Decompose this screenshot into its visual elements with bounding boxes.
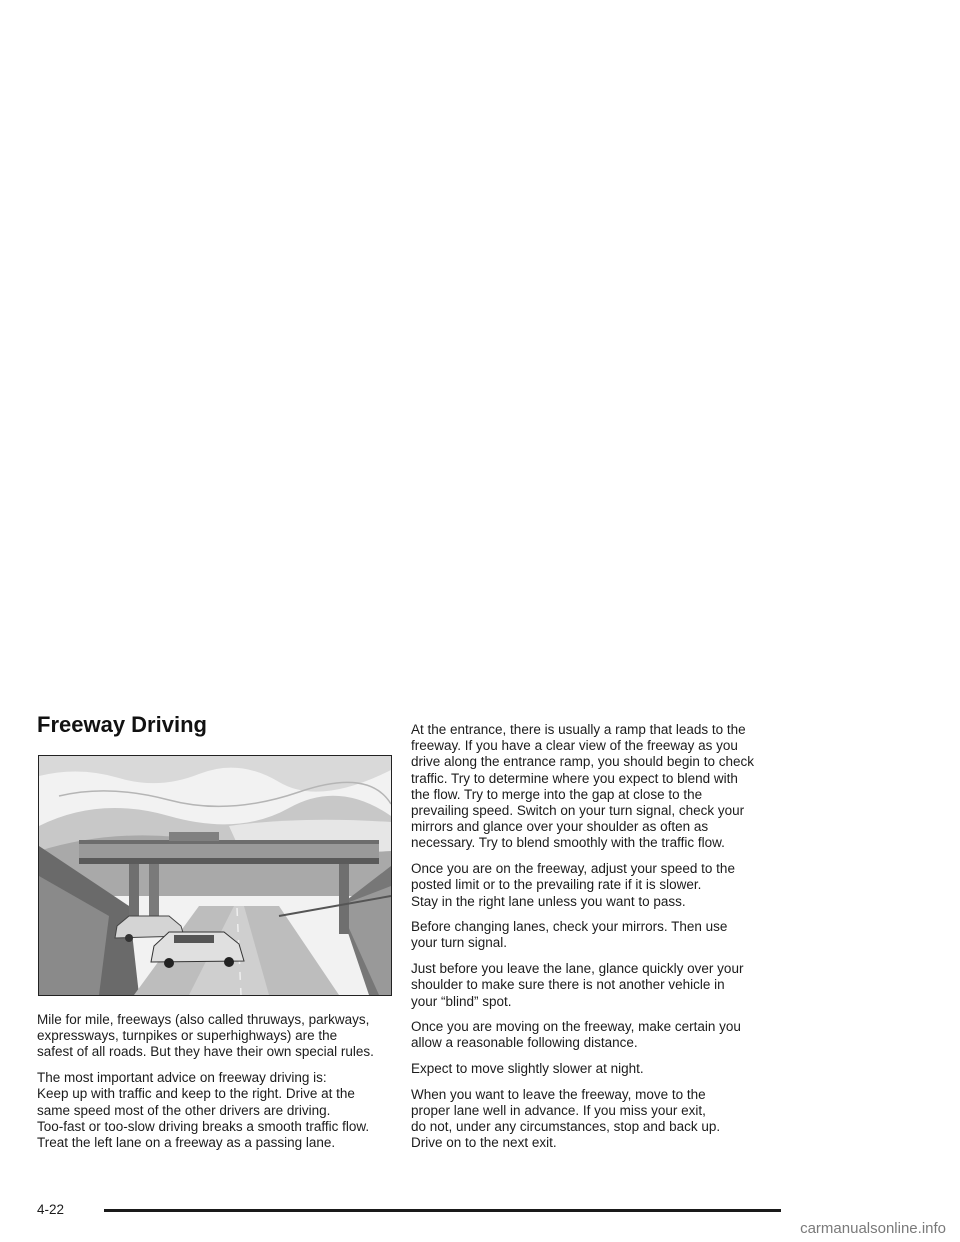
page-number: 4-22 bbox=[37, 1202, 65, 1217]
page-title: Freeway Driving bbox=[37, 712, 207, 737]
paragraph-most-important-advice: The most important advice on freeway driving is: Keep up with traffic and keep to the right. Drive at the same speed most of the other drivers are driving. Too-fast or too-slow driving breaks a smooth traffic flow. Treat the left lane on a freeway as a passing lane. bbox=[37, 1070, 370, 1150]
footer-rule bbox=[104, 1209, 781, 1212]
watermark-text: carmanualsonline.info bbox=[800, 1220, 946, 1237]
paragraph-night: Expect to move slightly slower at night. bbox=[411, 1061, 644, 1077]
freeway-illustration bbox=[38, 755, 392, 996]
paragraph-on-freeway: Once you are on the freeway, adjust your speed to the posted limit or to the prevailing rate if it is slower. Stay in the right lane unless you want to pass. bbox=[411, 861, 735, 909]
left-column-text bbox=[37, 1012, 399, 1161]
paragraph-entrance-ramp: At the entrance, there is usually a ramp that leads to the freeway. If you have a clear view of the freeway as you drive along the entrance ramp, you should begin to check traffic. Try to determine where you expect to blend with the flow. Try to merge into the gap at close to the prevailing speed. Switch on your turn signal, check your mirrors and glance over your shoulder as often as necessary. Try to blend smoothly with the traffic flow. bbox=[411, 722, 754, 851]
paragraph-leaving-freeway: When you want to leave the freeway, move to the proper lane well in advance. If you miss your exit, do not, under any circumstances, stop and back up. Drive on to the next exit. bbox=[411, 1086, 721, 1151]
paragraph-changing-lanes: Before changing lanes, check your mirrors. Then use your turn signal. bbox=[411, 919, 728, 951]
right-column-text bbox=[411, 722, 791, 1161]
paragraph-following-distance: Once you are moving on the freeway, make certain you allow a reasonable following distance. bbox=[411, 1019, 741, 1051]
paragraph-blind-spot: Just before you leave the lane, glance quickly over your shoulder to make sure there is not another vehicle in your “blind” spot. bbox=[411, 961, 744, 1009]
freeway-overpass-drawing bbox=[39, 756, 391, 995]
paragraph-freeway-intro: Mile for mile, freeways (also called thruways, parkways, expressways, turnpikes or superhighways) are the safest of all roads. But they have their own special rules. bbox=[37, 1012, 374, 1060]
